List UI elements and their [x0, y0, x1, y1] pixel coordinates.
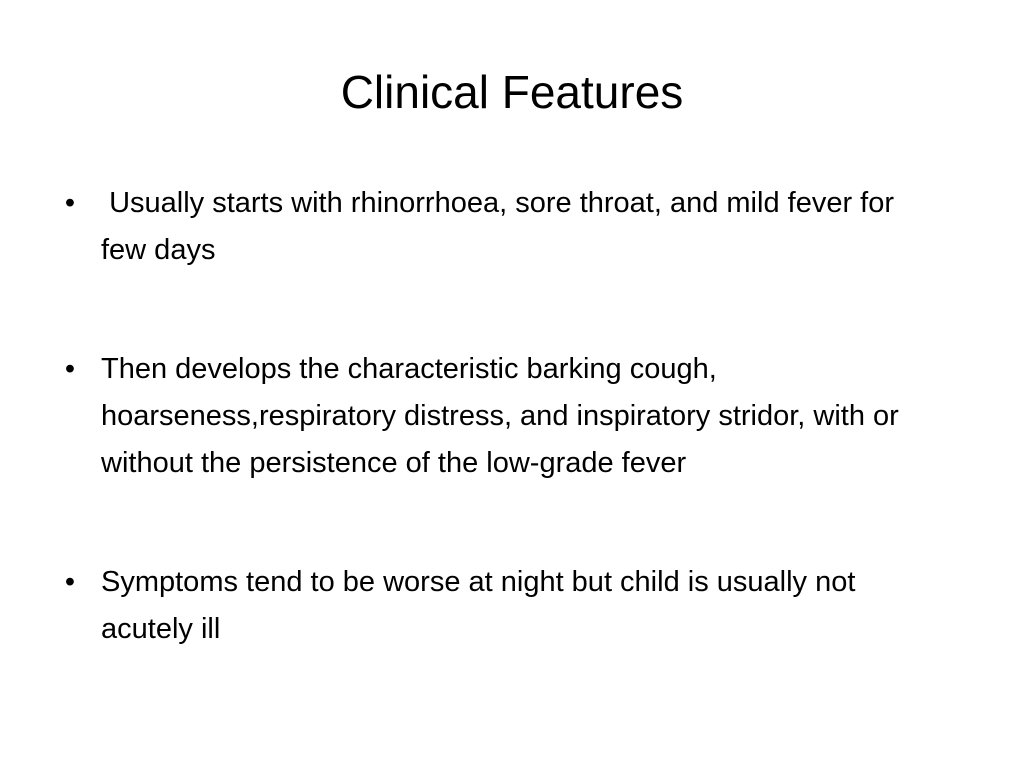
bullet-icon: •	[64, 353, 76, 385]
bullet-text: Then develops the characteristic barking cough, hoarseness,respiratory distress, and inspiratory stridor, with or without the persistence of the low-grade fever	[101, 353, 899, 479]
bullet-icon: •	[64, 566, 76, 598]
bullet-item	[60, 346, 940, 487]
bullet-text: Symptoms tend to be worse at night but child is usually not acutely ill	[101, 566, 856, 645]
slide-title: Clinical Features	[340, 66, 684, 118]
bullet-list	[60, 180, 940, 653]
bullet-item	[60, 559, 940, 653]
bullet-icon: •	[64, 187, 76, 219]
bullet-text: Usually starts with rhinorrhoea, sore throat, and mild fever for few days	[101, 187, 903, 266]
bullet-item	[60, 180, 940, 274]
